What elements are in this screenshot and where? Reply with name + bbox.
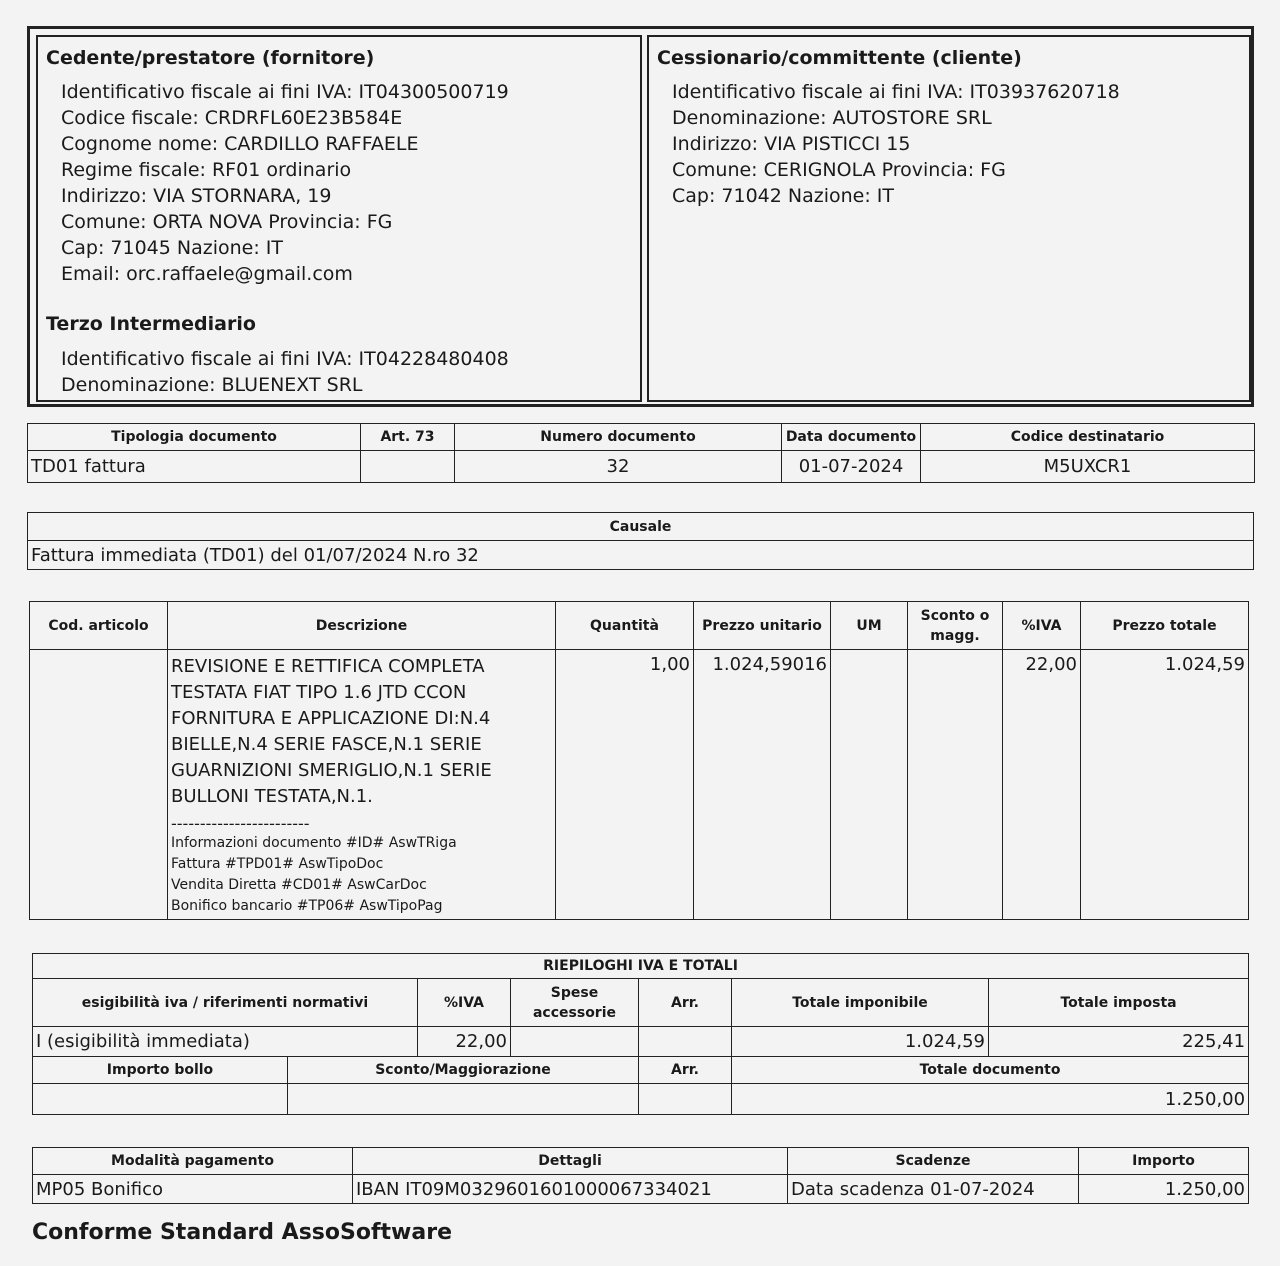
value-dettagli: IBAN IT09M0329601601000067334021 <box>353 1175 788 1204</box>
header-spese: Spese accessorie <box>511 979 639 1027</box>
header-bollo: Importo bollo <box>33 1057 288 1084</box>
item-iva: 22,00 <box>1003 650 1081 920</box>
header-imposta: Totale imposta <box>989 979 1249 1027</box>
item-info-4: Bonifico bancario #TP06# AswTipoPag <box>171 898 443 914</box>
intermediary-name: Denominazione: BLUENEXT SRL <box>61 374 363 396</box>
header-imponibile: Totale imponibile <box>732 979 989 1027</box>
item-info-3: Vendita Diretta #CD01# AswCarDoc <box>171 877 427 893</box>
supplier-vat-id: Identificativo fiscale ai fini IVA: IT04300500719 <box>61 81 509 103</box>
intermediary-vat-id: Identificativo fiscale ai fini IVA: IT04228480408 <box>61 348 509 370</box>
header-tipologia: Tipologia documento <box>28 424 361 451</box>
items-table <box>29 601 1249 920</box>
value-spese <box>511 1027 639 1057</box>
item-cod <box>30 650 168 920</box>
supplier-tax-regime: Regime fiscale: RF01 ordinario <box>61 159 352 181</box>
riepilogo-table <box>32 953 1249 1115</box>
item-quantita: 1,00 <box>556 650 694 920</box>
table-row <box>30 650 1249 920</box>
value-riepilogo-iva: 22,00 <box>418 1027 511 1057</box>
customer-city: Comune: CERIGNOLA Provincia: FG <box>672 159 1006 181</box>
header-riepilogo-iva: %IVA <box>418 979 511 1027</box>
value-codice: M5UXCR1 <box>921 451 1255 483</box>
customer-name: Denominazione: AUTOSTORE SRL <box>672 107 992 129</box>
header-importo: Importo <box>1079 1148 1249 1175</box>
header-arr: Arr. <box>639 979 732 1027</box>
supplier-email: Email: orc.raffaele@gmail.com <box>61 263 353 285</box>
item-info-2: Fattura #TPD01# AswTipoDoc <box>171 856 384 872</box>
supplier-zip: Cap: 71045 Nazione: IT <box>61 237 284 259</box>
supplier-tax-code: Codice fiscale: CRDRFL60E23B584E <box>61 107 403 129</box>
header-numero: Numero documento <box>455 424 782 451</box>
item-sconto <box>908 650 1003 920</box>
supplier-city: Comune: ORTA NOVA Provincia: FG <box>61 211 393 233</box>
item-description-cell <box>168 650 556 920</box>
customer-zip: Cap: 71042 Nazione: IT <box>672 185 895 207</box>
header-sconto-magg: Sconto/Maggiorazione <box>288 1057 639 1084</box>
payment-table <box>32 1147 1249 1204</box>
causale-header: Causale <box>28 513 1254 541</box>
header-descrizione: Descrizione <box>168 602 556 650</box>
supplier-details <box>61 79 509 287</box>
header-iva: %IVA <box>1003 602 1081 650</box>
header-totale-documento: Totale documento <box>732 1057 1249 1084</box>
supplier-name: Cognome nome: CARDILLO RAFFAELE <box>61 133 419 155</box>
value-data: 01-07-2024 <box>782 451 921 483</box>
supplier-address: Indirizzo: VIA STORNARA, 19 <box>61 185 332 207</box>
value-esigibilita: I (esigibilità immediata) <box>33 1027 418 1057</box>
value-importo: 1.250,00 <box>1079 1175 1249 1204</box>
header-art73: Art. 73 <box>361 424 455 451</box>
header-quantita: Quantità <box>556 602 694 650</box>
value-scadenze: Data scadenza 01-07-2024 <box>788 1175 1079 1204</box>
value-sconto-magg <box>288 1084 639 1115</box>
item-prezzo-unitario: 1.024,59016 <box>694 650 831 920</box>
value-totale-documento: 1.250,00 <box>732 1084 1249 1115</box>
value-arr2 <box>639 1084 732 1115</box>
item-separator: ------------------------ <box>171 814 310 833</box>
header-codice: Codice destinatario <box>921 424 1255 451</box>
customer-address: Indirizzo: VIA PISTICCI 15 <box>672 133 911 155</box>
item-description: REVISIONE E RETTIFICA COMPLETA TESTATA FIAT TIPO 1.6 JTD CCON FORNITURA E APPLICAZIONE DI:N.4 BIELLE,N.4 SERIE FASCE,N.1 SERIE GUARNIZIONI SMERIGLIO,N.1 SERIE BULLONI TESTATA,N.1. <box>171 656 492 807</box>
header-prezzo-totale: Prezzo totale <box>1081 602 1249 650</box>
item-info-1: Informazioni documento #ID# AswTRiga <box>171 835 457 851</box>
header-um: UM <box>831 602 908 650</box>
value-imponibile: 1.024,59 <box>732 1027 989 1057</box>
riepilogo-title: RIEPILOGHI IVA E TOTALI <box>33 954 1249 979</box>
intermediary-title: Terzo Intermediario <box>46 313 256 335</box>
customer-title: Cessionario/committente (cliente) <box>657 47 1022 69</box>
customer-details <box>672 79 1120 209</box>
parties-section <box>27 26 1254 407</box>
value-numero: 32 <box>455 451 782 483</box>
header-arr2: Arr. <box>639 1057 732 1084</box>
header-dettagli: Dettagli <box>353 1148 788 1175</box>
header-scadenze: Scadenze <box>788 1148 1079 1175</box>
customer-vat-id: Identificativo fiscale ai fini IVA: IT03937620718 <box>672 81 1120 103</box>
intermediary-details <box>61 346 509 398</box>
item-prezzo-totale: 1.024,59 <box>1081 650 1249 920</box>
document-info-table <box>27 423 1255 483</box>
supplier-title: Cedente/prestatore (fornitore) <box>46 47 375 69</box>
header-modalita: Modalità pagamento <box>33 1148 353 1175</box>
header-prezzo-unitario: Prezzo unitario <box>694 602 831 650</box>
value-bollo <box>33 1084 288 1115</box>
value-imposta: 225,41 <box>989 1027 1249 1057</box>
header-data: Data documento <box>782 424 921 451</box>
value-art73 <box>361 451 455 483</box>
supplier-box <box>36 35 642 402</box>
item-um <box>831 650 908 920</box>
customer-box <box>647 35 1251 402</box>
causale-table <box>27 512 1254 570</box>
header-esigibilita: esigibilità iva / riferimenti normativi <box>33 979 418 1027</box>
value-arr <box>639 1027 732 1057</box>
value-modalita: MP05 Bonifico <box>33 1175 353 1204</box>
causale-text: Fattura immediata (TD01) del 01/07/2024 N.ro 32 <box>28 541 1254 570</box>
header-cod-articolo: Cod. articolo <box>30 602 168 650</box>
header-sconto: Sconto o magg. <box>908 602 1003 650</box>
value-tipologia: TD01 fattura <box>28 451 361 483</box>
footer-standard: Conforme Standard AssoSoftware <box>32 1220 452 1245</box>
